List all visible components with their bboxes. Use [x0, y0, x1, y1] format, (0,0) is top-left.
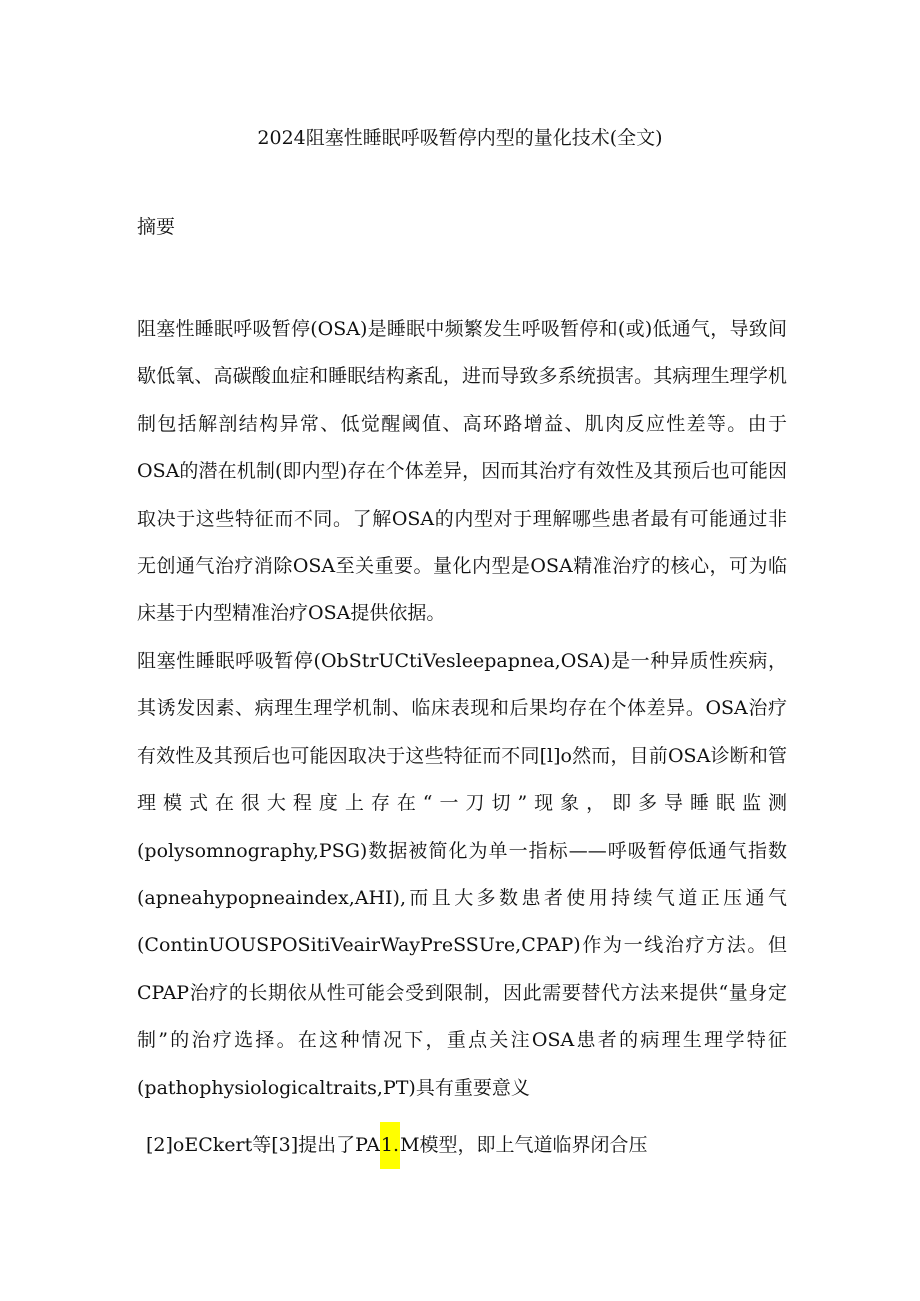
highlighted-text: 1. — [380, 1122, 400, 1169]
document-title: 2024阻塞性睡眠呼吸暂停内型的量化技术(全文) — [257, 127, 663, 149]
continuation-paragraph — [146, 1122, 786, 1169]
abstract-paragraph: 阻塞性睡眠呼吸暂停(OSA)是睡眠中频繁发生呼吸暂停和(或)低通气，导致间歇低氧、高碳酸血症和睡眠结构紊乱，进而导致多系统损害。其病理生理学机制包括解剖结构异常、低觉醒阈值、高环路增益、肌肉反应性差等。由于OSA的潜在机制(即内型)存在个体差异，因而其治疗有效性及其预后也可能因取决于这些特征而不同。了解OSA的内型对于理解哪些患者最有可能通过非无创通气治疗消除OSA至关重要。量化内型是OSA精准治疗的核心，可为临床基于内型精准治疗OSA提供依据。 — [137, 318, 787, 625]
continuation-text-before: [2]oECkert等[3]提出了PA — [146, 1134, 380, 1156]
intro-paragraph: 阻塞性睡眠呼吸暂停(ObStrUCtiVesleepapnea,OSA)是一种异质性疾病，其诱发因素、病理生理学机制、临床表现和后果均存在个体差异。OSA治疗有效性及其预后也可能因取决于这些特征而不同[l]o然而，目前OSA诊断和管理模式在很大程度上存在“一刀切”现象，即多导睡眠监测(polysomnography,PSG)数据被简化为单一指标——呼吸暂停低通气指数(apneahypopneaindex,AHI),而且大多数患者使用持续气道正压通气(ContinUOUSPOSitiVeairWayPreSSUre,CPAP)作为一线治疗方法。但CPAP治疗的长期依从性可能会受到限制，因此需要替代方法来提供“量身定制”的治疗选择。在这种情况下，重点关注OSA患者的病理生理学特征(pathophysiologicaltraits,PT)具有重要意义 — [137, 650, 787, 1099]
abstract-heading: 摘要 — [137, 216, 176, 238]
continuation-text-after: M模型，即上气道临界闭合压 — [400, 1134, 648, 1156]
